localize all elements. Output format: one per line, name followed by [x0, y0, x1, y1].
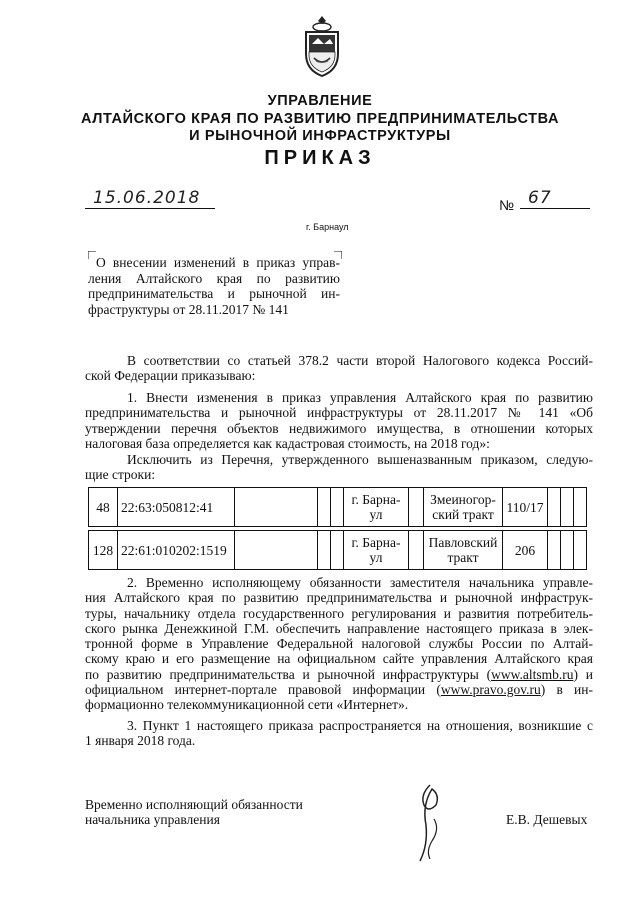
text-line: 2. Временно исполняющему обязанности заместителя начальника управле-	[127, 575, 593, 590]
empty-cell	[331, 531, 344, 570]
text-line: предпринимательства и рыночной инфраструктуры от 28.11.2017 № 141 «Об	[85, 405, 593, 421]
handwritten-number: 67	[528, 188, 552, 208]
city-label: г. Барнаул	[306, 222, 349, 232]
text-line: по развитию предпринимательства и рыночной инфраструктуры (www.altsmb.ru) и	[85, 666, 593, 682]
item-1-paragraph	[85, 390, 593, 451]
handwritten-date: 15.06.2018	[93, 188, 201, 208]
number-field	[520, 190, 590, 209]
agency-name-line-1: УПРАВЛЕНИЕ	[267, 93, 373, 109]
excluded-row-table-2	[88, 530, 587, 570]
text-line: формационно телекоммуникационной сети «Интернет».	[85, 697, 409, 713]
text-line: официальном интернет-портале правовой информации (www.pravo.gov.ru) в ин-	[85, 682, 593, 698]
coat-of-arms-icon	[300, 14, 344, 78]
empty-cell	[331, 488, 344, 527]
empty-cell	[318, 531, 331, 570]
text-line: 3. Пункт 1 настоящего приказа распространяется на отношения, возникшие с	[127, 718, 593, 733]
empty-cell	[574, 531, 587, 570]
empty-cell	[318, 488, 331, 527]
empty-cell	[235, 488, 318, 527]
agency-name-line-2: АЛТАЙСКОГО КРАЯ ПО РАЗВИТИЮ ПРЕДПРИНИМАТЕЛЬСТВА	[80, 111, 560, 127]
subject-line: О внесении изменений в приказ управ-	[96, 255, 340, 270]
pravo-link[interactable]: www.pravo.gov.ru	[440, 682, 541, 698]
table-row	[89, 531, 587, 570]
position-line: начальника управления	[85, 812, 220, 827]
signatory-position	[85, 797, 303, 827]
text-line: тронной форме в Управление Федеральной налоговой службы России по Алтай-	[85, 636, 593, 652]
cadastral-number: 22:63:050812:41	[118, 488, 235, 527]
empty-cell	[561, 531, 574, 570]
cadastral-number: 22:61:010202:1519	[118, 531, 235, 570]
document-type-title: ПРИКАЗ	[264, 147, 376, 169]
empty-cell	[574, 488, 587, 527]
text-line: ского рынка Денежкиной Г.М. обеспечить направление настоящего приказа в элек-	[85, 620, 593, 636]
subject-line: предпринимательства и рыночной ин-	[88, 286, 340, 301]
text-line: Исключить из Перечня, утвержденного вышеназванным приказом, следую-	[127, 452, 593, 467]
item-2-paragraph	[85, 575, 593, 713]
house-cell: 110/17	[503, 488, 548, 527]
handwritten-signature-icon	[400, 775, 460, 865]
row-number: 48	[89, 488, 118, 527]
street-cell: Павловский тракт	[424, 531, 503, 570]
agency-name-line-3: И РЫНОЧНОЙ ИНФРАСТРУКТУРЫ	[189, 128, 451, 144]
item-3-paragraph	[85, 718, 593, 749]
text-line: 1 января 2018 года.	[85, 733, 196, 749]
date-field	[85, 190, 215, 209]
empty-cell	[235, 531, 318, 570]
text-line: В соответствии со статьей 378.2 части второй Налогового кодекса Россий-	[127, 353, 593, 368]
empty-cell	[409, 531, 424, 570]
intro-paragraph	[85, 353, 593, 384]
excluded-row-table-1	[88, 487, 587, 527]
number-label: №	[499, 197, 515, 213]
subject-line: ления Алтайского края по развитию	[88, 270, 340, 286]
empty-cell	[548, 488, 561, 527]
text-line: скому краю и его размещение на официальном сайте управления Алтайского края	[85, 651, 593, 667]
house-cell: 206	[503, 531, 548, 570]
text-line: утверждении перечня объектов недвижимого имущества, в отношении которых	[85, 420, 593, 436]
city-cell: г. Барна- ул	[344, 488, 409, 527]
position-line: Временно исполняющий обязанности	[85, 797, 303, 812]
altsmb-link[interactable]: www.altsmb.ru	[491, 666, 574, 682]
city-cell: г. Барна- ул	[344, 531, 409, 570]
subject-block	[88, 255, 340, 317]
exclude-paragraph	[85, 452, 593, 483]
text-line: ния Алтайского края по развитию предпринимательства и рыночной инфраструк-	[85, 590, 593, 606]
text-line: туры, начальнику отдела государственного регулирования и развития потребитель-	[85, 605, 593, 621]
empty-cell	[548, 531, 561, 570]
street-cell: Змеиногор- ский тракт	[424, 488, 503, 527]
text-line: ской Федерации приказываю:	[85, 368, 256, 384]
signatory-name: Е.В. Дешевых	[506, 812, 588, 827]
subject-line: фраструктуры от 28.11.2017 № 141	[88, 301, 289, 317]
row-number: 128	[89, 531, 118, 570]
text-line: налоговая база определяется как кадастровая стоимость, на 2018 год»:	[85, 435, 490, 451]
empty-cell	[561, 488, 574, 527]
table-row	[89, 488, 587, 527]
text-line: 1. Внести изменения в приказ управления Алтайского края по развитию	[127, 390, 593, 405]
text-line: щие строки:	[85, 467, 156, 483]
empty-cell	[409, 488, 424, 527]
